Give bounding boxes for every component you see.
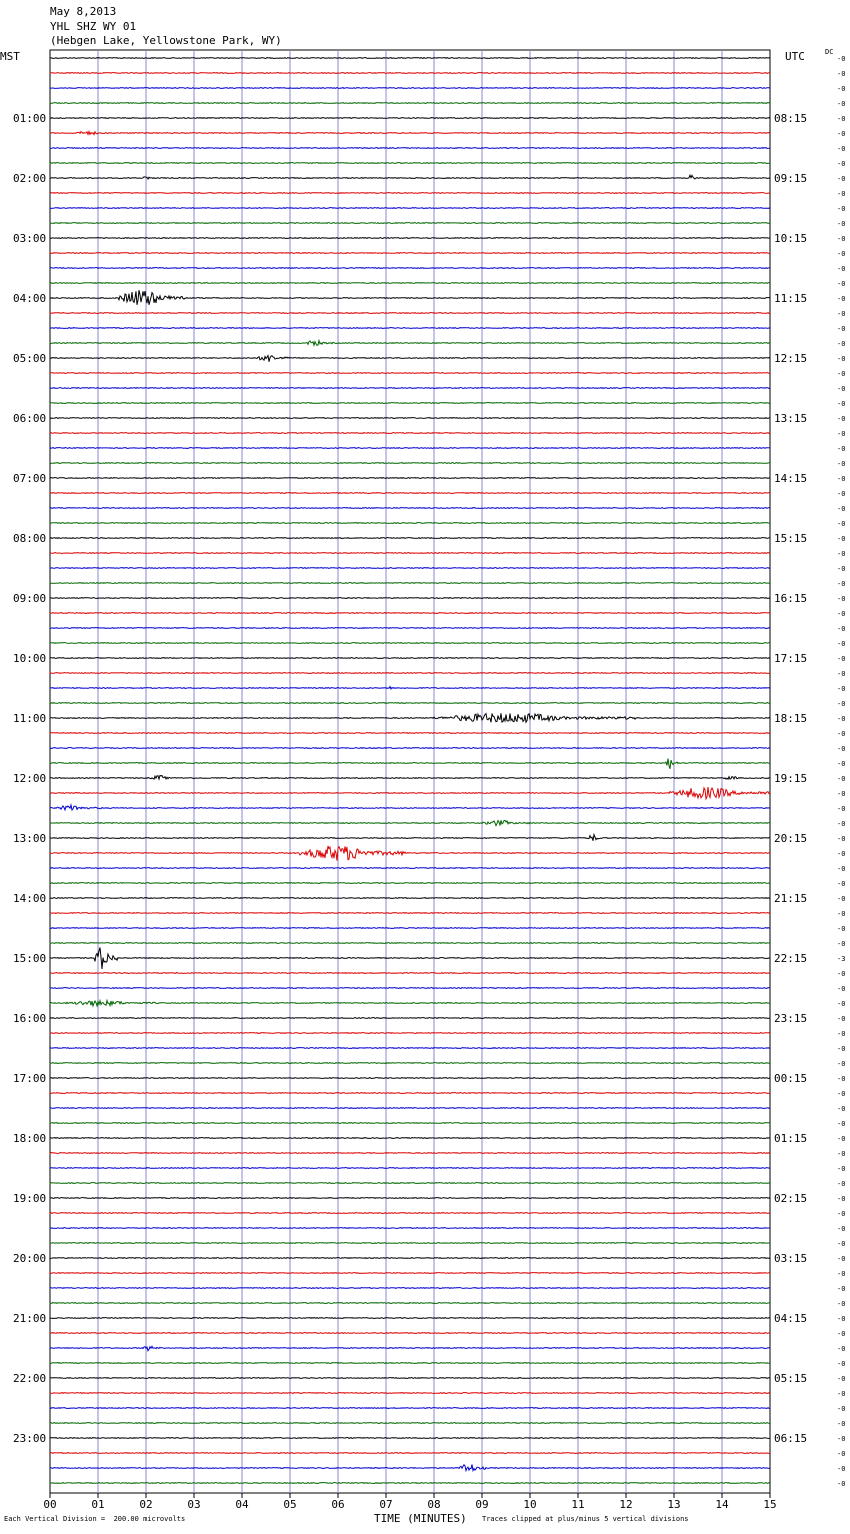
seismic-trace xyxy=(50,163,770,164)
dc-offset-value: -0 xyxy=(837,115,846,123)
dc-offset-value: -0 xyxy=(837,325,846,333)
seismic-trace xyxy=(50,1153,770,1154)
dc-offset-value: -0 xyxy=(837,730,846,738)
seismic-trace xyxy=(50,898,770,899)
seismic-trace xyxy=(50,868,770,869)
hour-label-right: 04:15 xyxy=(774,1312,808,1325)
seismic-trace xyxy=(50,283,770,284)
seismic-trace xyxy=(50,328,770,329)
seismic-trace xyxy=(50,448,770,449)
hour-label-right: 18:15 xyxy=(774,712,808,725)
seismic-trace xyxy=(50,1138,770,1139)
station-code: YHL SHZ WY 01 xyxy=(50,19,137,33)
dc-offset-value: -0 xyxy=(837,1195,846,1203)
dc-offset-value: -0 xyxy=(837,490,846,498)
seismic-trace xyxy=(50,463,770,464)
station-location: (Hebgen Lake, Yellowstone Park, WY) xyxy=(50,34,282,47)
seismic-trace xyxy=(50,687,770,689)
scale-note: Each Vertical Division = 200.00 microvolts xyxy=(4,1515,186,1523)
dc-offset-value: -0 xyxy=(837,1270,846,1278)
dc-offset-value: -0 xyxy=(837,1375,846,1383)
hour-label-right: 01:15 xyxy=(774,1132,808,1145)
hour-label-left: 04:00 xyxy=(13,292,47,305)
hour-label-left: 19:00 xyxy=(13,1192,47,1205)
dc-offset-value: -0 xyxy=(837,1150,846,1158)
seismic-trace xyxy=(50,643,770,644)
dc-offset-value: -0 xyxy=(837,580,846,588)
dc-offset-value: -0 xyxy=(837,940,846,948)
hour-label-right: 06:15 xyxy=(774,1432,808,1445)
dc-offset-value: -0 xyxy=(837,820,846,828)
hour-label-left: 20:00 xyxy=(13,1252,47,1265)
hour-label-right: 00:15 xyxy=(774,1072,808,1085)
seismic-trace xyxy=(50,835,770,841)
seismic-trace xyxy=(50,341,770,346)
seismic-trace xyxy=(50,703,770,704)
hour-label-right: 02:15 xyxy=(774,1192,808,1205)
dc-offset-value: -0 xyxy=(837,1390,846,1398)
seismic-trace xyxy=(50,238,770,239)
seismic-trace xyxy=(50,148,770,149)
hour-label-left: 22:00 xyxy=(13,1372,47,1385)
seismic-trace xyxy=(50,73,770,74)
dc-offset-value: -0 xyxy=(837,1240,846,1248)
seismic-trace xyxy=(50,820,770,825)
seismic-trace xyxy=(50,1213,770,1214)
seismic-trace xyxy=(50,1078,770,1079)
dc-offset-value: -0 xyxy=(837,880,846,888)
dc-offset-value: -0 xyxy=(837,760,846,768)
hour-label-right: 15:15 xyxy=(774,532,808,545)
dc-offset-value: -0 xyxy=(837,595,846,603)
seismic-trace xyxy=(50,1000,770,1006)
dc-offset-value: -0 xyxy=(837,1255,846,1263)
hour-label-right: 11:15 xyxy=(774,292,808,305)
dc-offset-value: -0 xyxy=(837,1465,846,1473)
seismic-trace xyxy=(50,1048,770,1049)
seismic-trace xyxy=(50,628,770,629)
dc-offset-value: -0 xyxy=(837,430,846,438)
hour-label-left: 01:00 xyxy=(13,112,47,125)
seismic-trace xyxy=(50,1168,770,1169)
x-tick-label: 03 xyxy=(187,1498,201,1511)
dc-offset-value: -0 xyxy=(837,685,846,693)
dc-offset-value: -0 xyxy=(837,175,846,183)
dc-offset-value: -0 xyxy=(837,235,846,243)
x-tick-label: 06 xyxy=(331,1498,345,1511)
hour-label-left: 23:00 xyxy=(13,1432,47,1445)
right-timezone-label: UTC xyxy=(785,50,805,63)
hour-label-left: 16:00 xyxy=(13,1012,47,1025)
x-tick-label: 01 xyxy=(91,1498,105,1511)
dc-offset-value: -0 xyxy=(837,85,846,93)
seismic-trace xyxy=(50,1346,770,1350)
dc-offset-value: -0 xyxy=(837,1225,846,1233)
dc-offset-value: -0 xyxy=(837,1090,846,1098)
dc-offset-value: -0 xyxy=(837,355,846,363)
x-tick-label: 10 xyxy=(523,1498,537,1511)
hour-label-right: 16:15 xyxy=(774,592,808,605)
dc-offset-value: -0 xyxy=(837,925,846,933)
seismic-trace xyxy=(50,553,770,554)
seismic-trace xyxy=(50,1018,770,1019)
dc-offset-value: -0 xyxy=(837,1060,846,1068)
hour-label-left: 02:00 xyxy=(13,172,47,185)
hour-label-right: 21:15 xyxy=(774,892,808,905)
hour-label-left: 21:00 xyxy=(13,1312,47,1325)
dc-offset-value: -0 xyxy=(837,535,846,543)
seismic-trace xyxy=(50,1453,770,1454)
hour-label-right: 05:15 xyxy=(774,1372,808,1385)
x-tick-label: 05 xyxy=(283,1498,297,1511)
seismic-trace xyxy=(50,538,770,539)
seismic-trace xyxy=(50,713,770,722)
dc-offset-value: -0 xyxy=(837,445,846,453)
dc-offset-value: -0 xyxy=(837,265,846,273)
x-tick-label: 02 xyxy=(139,1498,153,1511)
plot-frame xyxy=(50,50,770,1493)
dc-offset-value: -0 xyxy=(837,1105,846,1113)
seismic-trace xyxy=(50,658,770,659)
hour-label-right: 13:15 xyxy=(774,412,808,425)
seismic-trace xyxy=(50,523,770,524)
seismic-trace xyxy=(50,775,770,779)
dc-offset-value: -0 xyxy=(837,280,846,288)
dc-offset-value: -0 xyxy=(837,1045,846,1053)
dc-offset-value: -0 xyxy=(837,1435,846,1443)
dc-offset-value: -0 xyxy=(837,1120,846,1128)
seismic-trace xyxy=(50,175,770,179)
seismic-trace xyxy=(50,356,770,362)
dc-offset-value: -0 xyxy=(837,415,846,423)
hour-label-left: 12:00 xyxy=(13,772,47,785)
hour-label-left: 07:00 xyxy=(13,472,47,485)
seismic-trace xyxy=(50,103,770,104)
seismic-trace xyxy=(50,973,770,974)
hour-label-left: 08:00 xyxy=(13,532,47,545)
seismic-trace xyxy=(50,508,770,509)
dc-offset-value: -0 xyxy=(837,700,846,708)
dc-offset-value: -0 xyxy=(837,610,846,618)
dc-offset-value: -0 xyxy=(837,1165,846,1173)
dc-offset-value: -0 xyxy=(837,190,846,198)
dc-offset-value: -0 xyxy=(837,850,846,858)
seismic-trace xyxy=(50,1378,770,1379)
dc-offset-value: -0 xyxy=(837,1420,846,1428)
seismic-trace xyxy=(50,1408,770,1409)
x-tick-label: 14 xyxy=(715,1498,729,1511)
dc-offset-value: -0 xyxy=(837,565,846,573)
seismic-trace xyxy=(50,1393,770,1394)
hour-label-right: 14:15 xyxy=(774,472,808,485)
hour-label-left: 10:00 xyxy=(13,652,47,665)
seismic-trace xyxy=(50,613,770,614)
chart-date: May 8,2013 xyxy=(50,5,117,18)
dc-offset-value: -0 xyxy=(837,670,846,678)
dc-offset-value: -0 xyxy=(837,205,846,213)
dc-offset-value: -0 xyxy=(837,640,846,648)
hour-label-right: 09:15 xyxy=(774,172,808,185)
seismic-trace xyxy=(50,988,770,989)
seismic-trace xyxy=(50,208,770,209)
seismic-trace xyxy=(50,733,770,734)
dc-offset-value: -0 xyxy=(837,1015,846,1023)
x-tick-label: 15 xyxy=(763,1498,777,1511)
dc-offset-value: -0 xyxy=(837,1300,846,1308)
seismic-trace xyxy=(50,1228,770,1229)
hour-label-right: 12:15 xyxy=(774,352,808,365)
hour-label-right: 17:15 xyxy=(774,652,808,665)
seismic-trace xyxy=(50,948,770,969)
seismic-trace xyxy=(50,132,770,135)
seismic-trace xyxy=(50,759,770,769)
seismic-trace xyxy=(50,88,770,89)
hour-label-left: 15:00 xyxy=(13,952,47,965)
dc-offset-value: -0 xyxy=(837,865,846,873)
seismic-trace xyxy=(50,1198,770,1199)
dc-offset-value: -0 xyxy=(837,370,846,378)
seismic-trace xyxy=(50,58,770,59)
dc-offset-value: -0 xyxy=(837,145,846,153)
dc-offset-value: -0 xyxy=(837,985,846,993)
x-tick-label: 00 xyxy=(43,1498,57,1511)
x-tick-label: 11 xyxy=(571,1498,585,1511)
seismic-trace xyxy=(50,433,770,434)
dc-offset-value: -0 xyxy=(837,160,846,168)
dc-offset-value: -0 xyxy=(837,550,846,558)
seismic-trace xyxy=(50,478,770,479)
seismic-trace xyxy=(50,373,770,374)
x-tick-label: 09 xyxy=(475,1498,489,1511)
dc-offset-value: -0 xyxy=(837,475,846,483)
seismic-trace xyxy=(50,673,770,674)
dc-offset-value: -0 xyxy=(837,220,846,228)
seismic-trace xyxy=(50,388,770,389)
dc-offset-value: -0 xyxy=(837,100,846,108)
hour-label-right: 10:15 xyxy=(774,232,808,245)
seismic-trace xyxy=(50,1093,770,1094)
dc-offset-value: -0 xyxy=(837,790,846,798)
dc-offset-value: -0 xyxy=(837,1075,846,1083)
hour-label-right: 08:15 xyxy=(774,112,808,125)
dc-offset-value: -0 xyxy=(837,805,846,813)
dc-offset-value: -0 xyxy=(837,895,846,903)
hour-label-left: 05:00 xyxy=(13,352,47,365)
dc-offset-value: -0 xyxy=(837,1405,846,1413)
seismic-trace xyxy=(50,1465,770,1471)
seismic-trace xyxy=(50,193,770,194)
seismic-trace xyxy=(50,598,770,599)
dc-offset-value: -3 xyxy=(837,955,846,963)
seismic-trace xyxy=(50,418,770,419)
dc-offset-value: -0 xyxy=(837,655,846,663)
dc-offset-value: -0 xyxy=(837,400,846,408)
x-tick-label: 04 xyxy=(235,1498,249,1511)
hour-label-left: 03:00 xyxy=(13,232,47,245)
seismic-trace xyxy=(50,223,770,224)
dc-offset-value: -0 xyxy=(837,460,846,468)
dc-offset-value: -0 xyxy=(837,295,846,303)
seismic-trace xyxy=(50,1483,770,1484)
dc-offset-value: -0 xyxy=(837,1450,846,1458)
seismic-trace xyxy=(50,403,770,404)
seismic-trace xyxy=(50,913,770,914)
hour-label-left: 18:00 xyxy=(13,1132,47,1145)
x-axis-title: TIME (MINUTES) xyxy=(374,1512,467,1525)
seismic-trace xyxy=(50,1243,770,1244)
seismic-trace xyxy=(50,1273,770,1274)
seismic-trace xyxy=(50,928,770,929)
dc-offset-value: -0 xyxy=(837,130,846,138)
seismic-trace xyxy=(50,1363,770,1364)
dc-offset-value: -0 xyxy=(837,250,846,258)
dc-offset-value: -0 xyxy=(837,70,846,78)
dc-offset-header: DC xyxy=(825,48,834,56)
dc-offset-value: -0 xyxy=(837,1180,846,1188)
hour-label-left: 09:00 xyxy=(13,592,47,605)
dc-offset-value: -0 xyxy=(837,715,846,723)
dc-offset-value: -0 xyxy=(837,505,846,513)
seismic-trace xyxy=(50,268,770,269)
seismic-trace xyxy=(50,1108,770,1109)
dc-offset-value: -0 xyxy=(837,970,846,978)
dc-offset-value: -0 xyxy=(837,1315,846,1323)
dc-offset-value: -0 xyxy=(837,775,846,783)
seismic-trace xyxy=(50,1063,770,1064)
hour-label-left: 14:00 xyxy=(13,892,47,905)
hour-label-left: 13:00 xyxy=(13,832,47,845)
dc-offset-value: -0 xyxy=(837,55,846,63)
dc-offset-value: -0 xyxy=(837,1210,846,1218)
hour-label-left: 17:00 xyxy=(13,1072,47,1085)
dc-offset-value: -0 xyxy=(837,340,846,348)
seismic-trace xyxy=(50,313,770,314)
seismic-trace xyxy=(50,1438,770,1439)
seismic-trace xyxy=(50,805,770,810)
seismic-trace xyxy=(50,493,770,494)
seismic-trace xyxy=(50,1333,770,1334)
seismic-trace xyxy=(50,748,770,749)
seismic-trace xyxy=(50,290,770,305)
dc-offset-value: -0 xyxy=(837,1345,846,1353)
seismic-trace xyxy=(50,1258,770,1259)
x-tick-label: 12 xyxy=(619,1498,633,1511)
hour-label-right: 20:15 xyxy=(774,832,808,845)
seismic-trace xyxy=(50,1303,770,1304)
seismic-trace xyxy=(50,1123,770,1124)
x-tick-label: 07 xyxy=(379,1498,393,1511)
seismic-trace xyxy=(50,846,770,861)
seismic-trace xyxy=(50,118,770,119)
hour-label-left: 06:00 xyxy=(13,412,47,425)
seismic-trace xyxy=(50,583,770,584)
seismic-trace xyxy=(50,1183,770,1184)
dc-offset-value: -0 xyxy=(837,625,846,633)
seismic-trace xyxy=(50,253,770,254)
seismic-trace xyxy=(50,883,770,884)
x-tick-label: 13 xyxy=(667,1498,681,1511)
hour-label-right: 03:15 xyxy=(774,1252,808,1265)
seismic-trace xyxy=(50,787,770,799)
seismic-trace xyxy=(50,1033,770,1034)
seismic-trace xyxy=(50,568,770,569)
dc-offset-value: -0 xyxy=(837,1360,846,1368)
hour-label-left: 11:00 xyxy=(13,712,47,725)
seismic-trace xyxy=(50,1288,770,1289)
dc-offset-value: -0 xyxy=(837,835,846,843)
seismic-trace xyxy=(50,1423,770,1424)
dc-offset-value: -0 xyxy=(837,1030,846,1038)
hour-label-right: 22:15 xyxy=(774,952,808,965)
clip-note: Traces clipped at plus/minus 5 vertical divisions xyxy=(482,1515,689,1523)
dc-offset-value: -0 xyxy=(837,310,846,318)
x-tick-label: 08 xyxy=(427,1498,441,1511)
seismic-trace xyxy=(50,943,770,944)
dc-offset-value: -0 xyxy=(837,1285,846,1293)
seismic-trace xyxy=(50,1318,770,1319)
hour-label-right: 19:15 xyxy=(774,772,808,785)
dc-offset-value: -0 xyxy=(837,1135,846,1143)
hour-label-right: 23:15 xyxy=(774,1012,808,1025)
dc-offset-value: -0 xyxy=(837,1480,846,1488)
left-timezone-label: MST xyxy=(0,50,20,63)
dc-offset-value: -0 xyxy=(837,1330,846,1338)
dc-offset-value: -0 xyxy=(837,1000,846,1008)
dc-offset-value: -0 xyxy=(837,520,846,528)
dc-offset-value: -0 xyxy=(837,745,846,753)
dc-offset-value: -0 xyxy=(837,910,846,918)
dc-offset-value: -0 xyxy=(837,385,846,393)
